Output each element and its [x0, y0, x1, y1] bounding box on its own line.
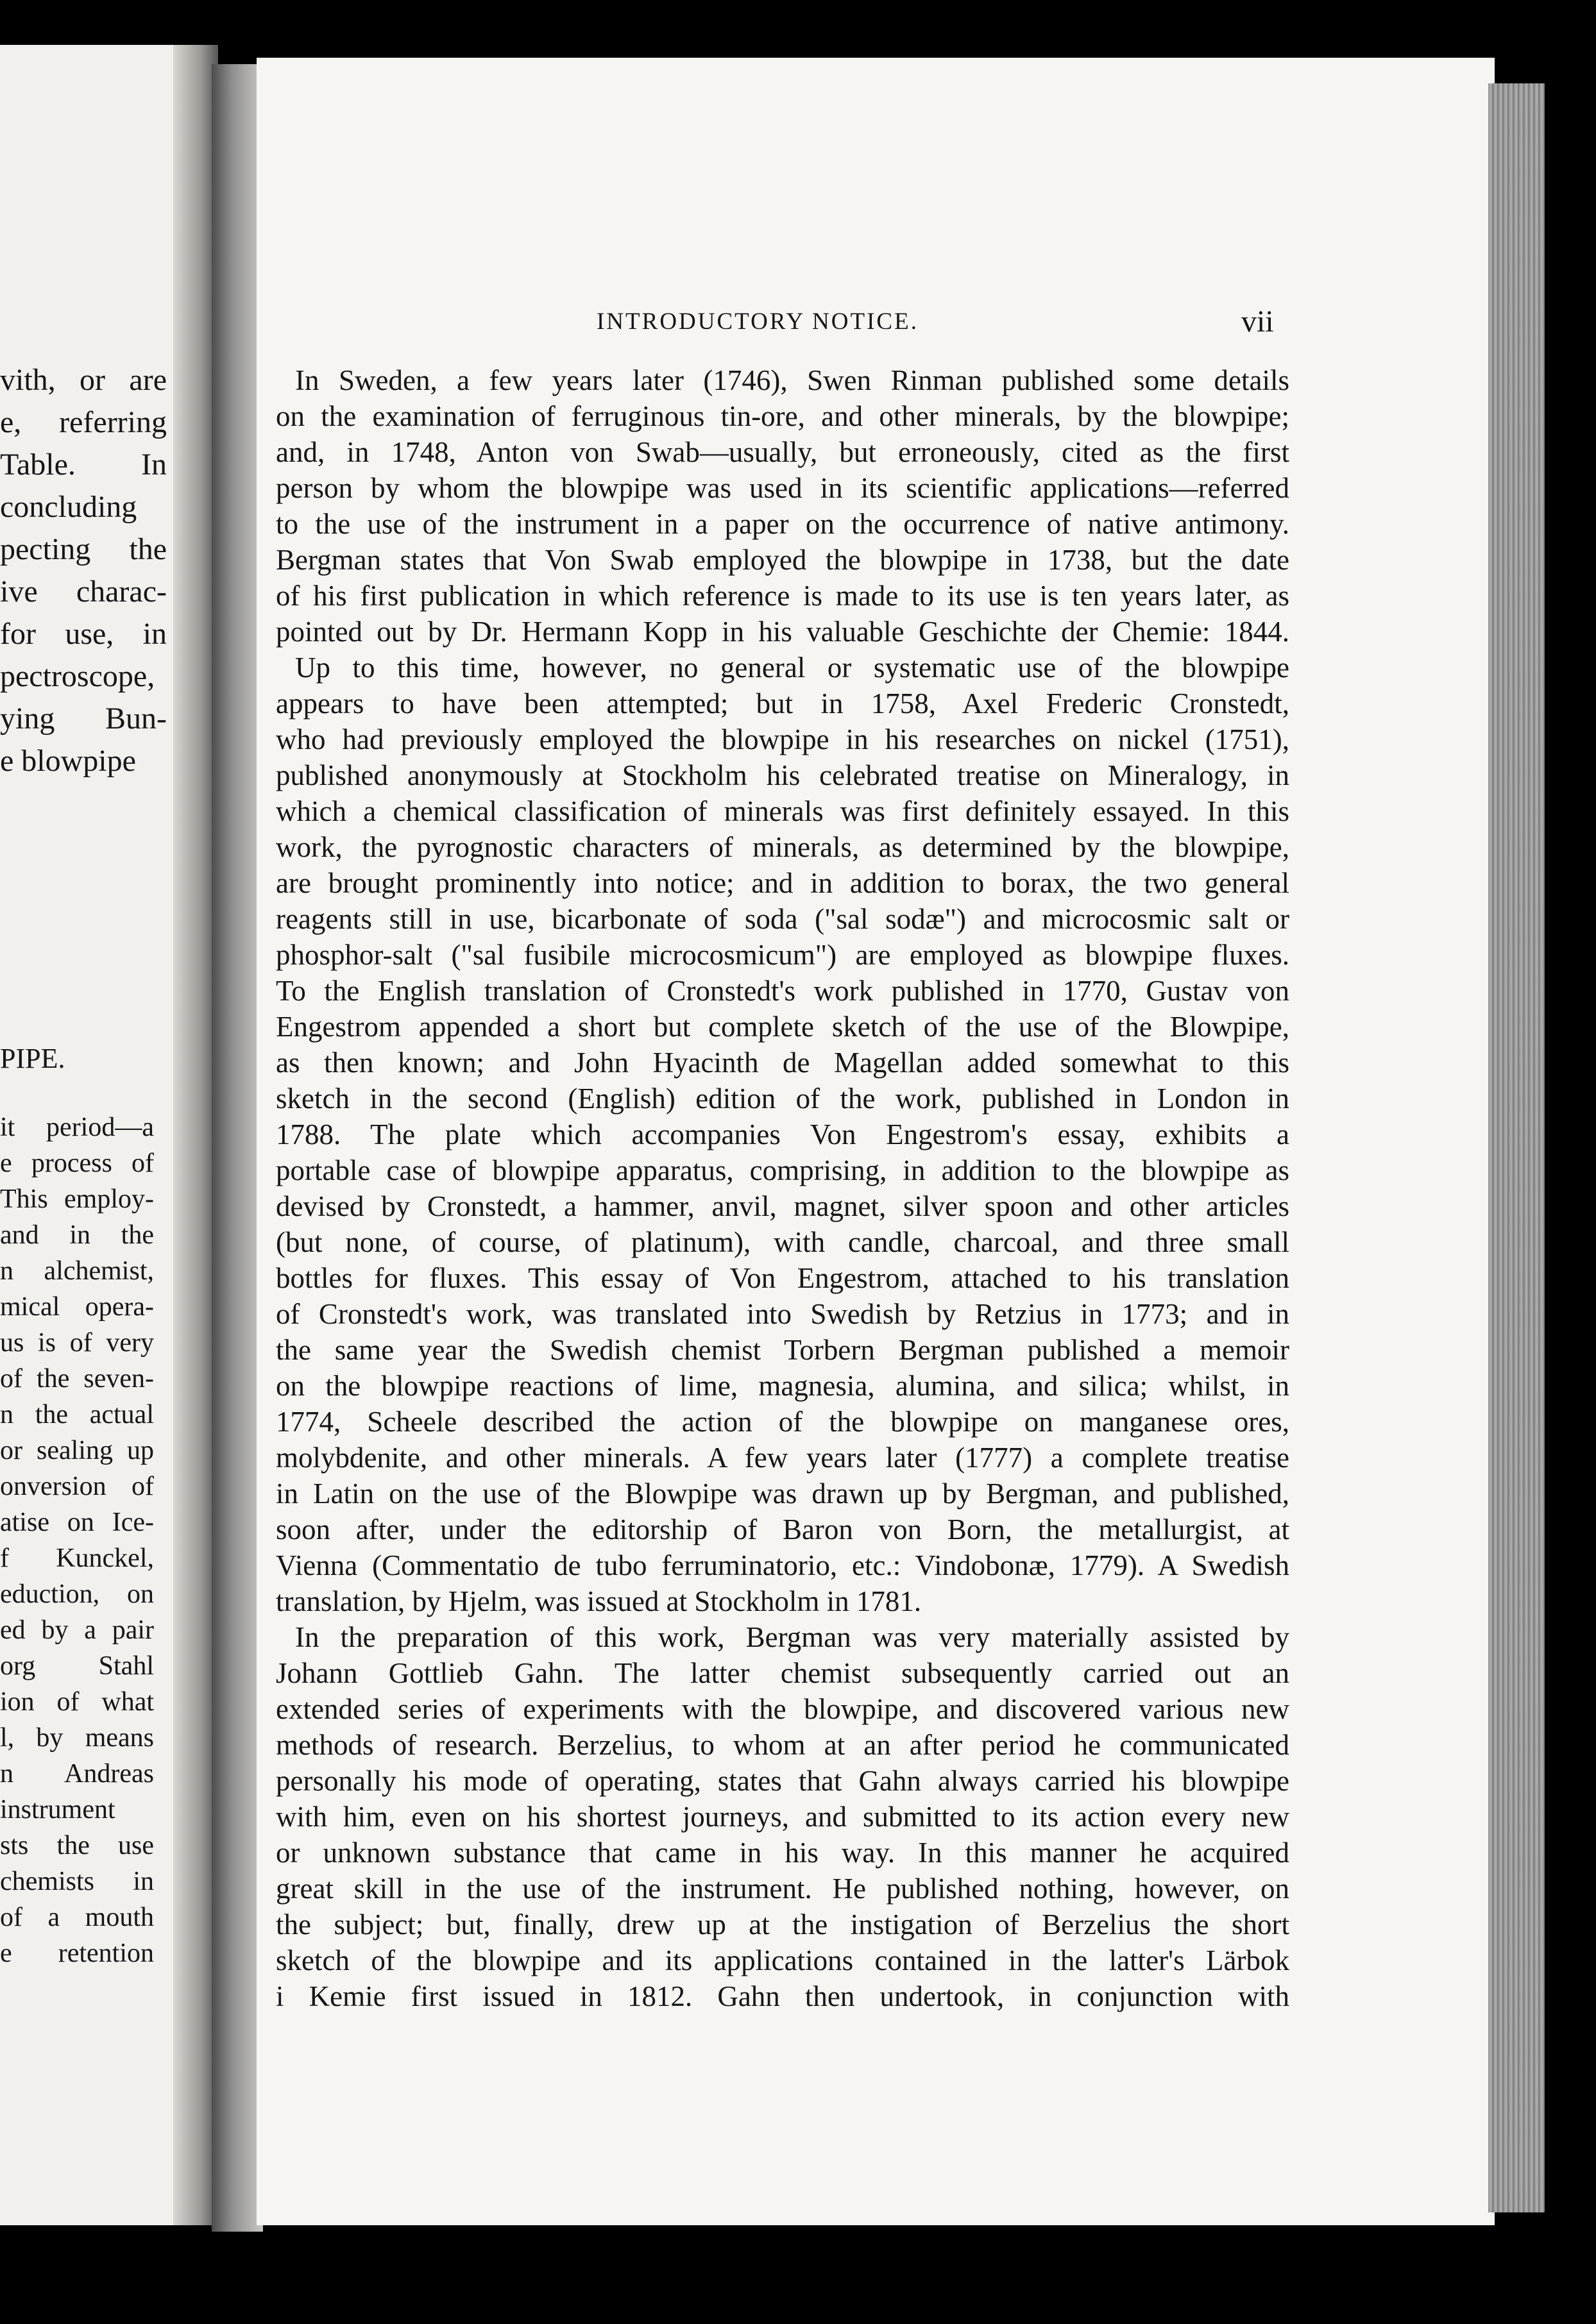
left-line: eduction, on [0, 1579, 154, 1609]
left-line: n Andreas [0, 1759, 154, 1789]
left-line: atise on Ice- [0, 1508, 154, 1537]
left-line: concluding [0, 490, 137, 524]
text-line: molybdenite, and other minerals. A few years later (1777) a complete treatise [276, 1442, 1289, 1474]
left-line: ying Bun- [0, 702, 167, 736]
text-line: which a chemical classification of minerals was first definitely essayed. In this [276, 795, 1289, 827]
left-line: f Kunckel, [0, 1544, 154, 1573]
left-line: e, referring [0, 405, 167, 439]
left-line: it period—a [0, 1113, 154, 1142]
running-head [257, 305, 1495, 353]
text-line: great skill in the use of the instrument. He published nothing, however, on [276, 1873, 1289, 1905]
left-line: l, by means [0, 1723, 154, 1753]
text-line: portable case of blowpipe apparatus, comprising, in addition to the blowpipe as [276, 1154, 1289, 1186]
left-line: or sealing up [0, 1436, 154, 1465]
text-line: appears to have been attempted; but in 1758, Axel Frederic Cronstedt, [276, 687, 1289, 720]
text-line: to the use of the instrument in a paper on the occurrence of native antimony. [276, 508, 1289, 540]
text-line: the subject; but, finally, drew up at the instigation of Berzelius the short [276, 1908, 1289, 1941]
left-line: mical opera- [0, 1292, 154, 1322]
left-page-heading: PIPE. [0, 1043, 65, 1074]
text-line: Vienna (Commentatio de tubo ferruminatorio, etc.: Vindobonæ, 1779). A Swedish [276, 1549, 1289, 1581]
text-line: with him, even on his shortest journeys, and submitted to its action every new [276, 1801, 1289, 1833]
text-line: bottles for fluxes. This essay of Von Engestrom, attached to his translation [276, 1262, 1289, 1294]
text-line: personally his mode of operating, states that Gahn always carried his blowpipe [276, 1765, 1289, 1797]
left-line: and in the [0, 1220, 154, 1250]
left-line: This employ- [0, 1184, 154, 1214]
text-line: the same year the Swedish chemist Torbern Bergman published a memoir [276, 1334, 1289, 1366]
text-line: pointed out by Dr. Hermann Kopp in his valuable Geschichte der Chemie: 1844. [276, 616, 1289, 648]
text-line: Engestrom appended a short but complete sketch of the use of the Blowpipe, [276, 1011, 1289, 1043]
text-line: person by whom the blowpipe was used in its scientific applications—referred [276, 472, 1289, 504]
left-line: e blowpipe [0, 744, 136, 778]
page-edge [1488, 83, 1545, 2212]
text-line: translation, by Hjelm, was issued at Stockholm in 1781. [276, 1585, 922, 1617]
text-line: Johann Gottlieb Gahn. The latter chemist subsequently carried out an [276, 1657, 1289, 1689]
left-line: onversion of [0, 1472, 154, 1501]
book-gutter [212, 64, 263, 2232]
left-line: for use, in [0, 617, 167, 651]
left-line: n the actual [0, 1400, 154, 1429]
left-line: ive charac- [0, 575, 167, 609]
left-line: of the seven- [0, 1364, 154, 1394]
text-line: 1788. The plate which accompanies Von Engestrom's essay, exhibits a [276, 1118, 1289, 1150]
left-line: instrument [0, 1795, 115, 1824]
text-line: are brought prominently into notice; and in addition to borax, the two general [276, 867, 1289, 899]
text-line: in Latin on the use of the Blowpipe was drawn up by Bergman, and published, [276, 1478, 1289, 1510]
text-line: 1774, Scheele described the action of the blowpipe on manganese ores, [276, 1406, 1289, 1438]
text-line: Bergman states that Von Swab employed the blowpipe in 1738, but the date [276, 544, 1289, 576]
left-line: ion of what [0, 1687, 154, 1717]
left-line: pecting the [0, 532, 167, 566]
text-line: work, the pyrognostic characters of minerals, as determined by the blowpipe, [276, 831, 1289, 863]
left-line: sts the use [0, 1831, 154, 1860]
left-line: chemists in [0, 1867, 154, 1896]
text-line: (but none, of course, of platinum), with candle, charcoal, and three small [276, 1226, 1289, 1258]
text-line: who had previously employed the blowpipe in his researches on nickel (1751), [276, 723, 1289, 755]
left-page-text-top [0, 359, 167, 782]
left-line: org Stahl [0, 1651, 154, 1681]
text-line: on the blowpipe reactions of lime, magnesia, alumina, and silica; whilst, in [276, 1370, 1289, 1402]
text-line: of his first publication in which reference is made to its use is ten years later, as [276, 580, 1289, 612]
right-page [257, 58, 1495, 2225]
text-line: extended series of experiments with the blowpipe, and discovered various new [276, 1693, 1289, 1725]
text-line: and, in 1748, Anton von Swab—usually, but erroneously, cited as the first [276, 436, 1289, 468]
left-line: vith, or are [0, 363, 167, 397]
text-line: reagents still in use, bicarbonate of soda ("sal sodæ") and microcosmic salt or [276, 903, 1289, 935]
text-line: as then known; and John Hyacinth de Magellan added somewhat to this [276, 1047, 1289, 1079]
left-page-text-bottom [0, 1109, 154, 1971]
text-line: sketch of the blowpipe and its applications contained in the latter's Lärbok [276, 1944, 1289, 1976]
left-line: n alchemist, [0, 1256, 154, 1286]
left-line: pectroscope, [0, 659, 155, 693]
text-line: or unknown substance that came in his way. In this manner he acquired [276, 1837, 1289, 1869]
text-line: phosphor-salt ("sal fusibile microcosmicum") are employed as blowpipe fluxes. [276, 939, 1289, 971]
text-line: In Sweden, a few years later (1746), Swen Rinman published some details [295, 364, 1289, 396]
text-line: on the examination of ferruginous tin-ore, and other minerals, by the blowpipe; [276, 400, 1289, 432]
page-number: vii [1241, 305, 1274, 339]
left-line: e retention [0, 1939, 154, 1968]
body-text [276, 362, 1289, 2014]
text-line: methods of research. Berzelius, to whom at an after period he communicated [276, 1729, 1289, 1761]
left-line: of a mouth [0, 1903, 154, 1932]
text-line: Up to this time, however, no general or systematic use of the blowpipe [295, 652, 1289, 684]
text-line: published anonymously at Stockholm his celebrated treatise on Mineralogy, in [276, 759, 1289, 791]
left-line: Table. In [0, 448, 167, 482]
text-line: of Cronstedt's work, was translated into Swedish by Retzius in 1773; and in [276, 1298, 1289, 1330]
text-line: soon after, under the editorship of Baron von Born, the metallurgist, at [276, 1513, 1289, 1545]
text-line: devised by Cronstedt, a hammer, anvil, magnet, silver spoon and other articles [276, 1190, 1289, 1222]
header-title: INTRODUCTORY NOTICE. [597, 308, 919, 335]
left-line: us is of very [0, 1328, 154, 1358]
text-line: sketch in the second (English) edition of the work, published in London in [276, 1082, 1289, 1115]
text-line: i Kemie first issued in 1812. Gahn then undertook, in conjunction with [276, 1980, 1289, 2012]
left-line: ed by a pair [0, 1615, 154, 1645]
text-line: In the preparation of this work, Bergman was very materially assisted by [295, 1621, 1289, 1653]
text-line: To the English translation of Cronstedt's work published in 1770, Gustav von [276, 975, 1289, 1007]
left-line: e process of [0, 1149, 154, 1178]
